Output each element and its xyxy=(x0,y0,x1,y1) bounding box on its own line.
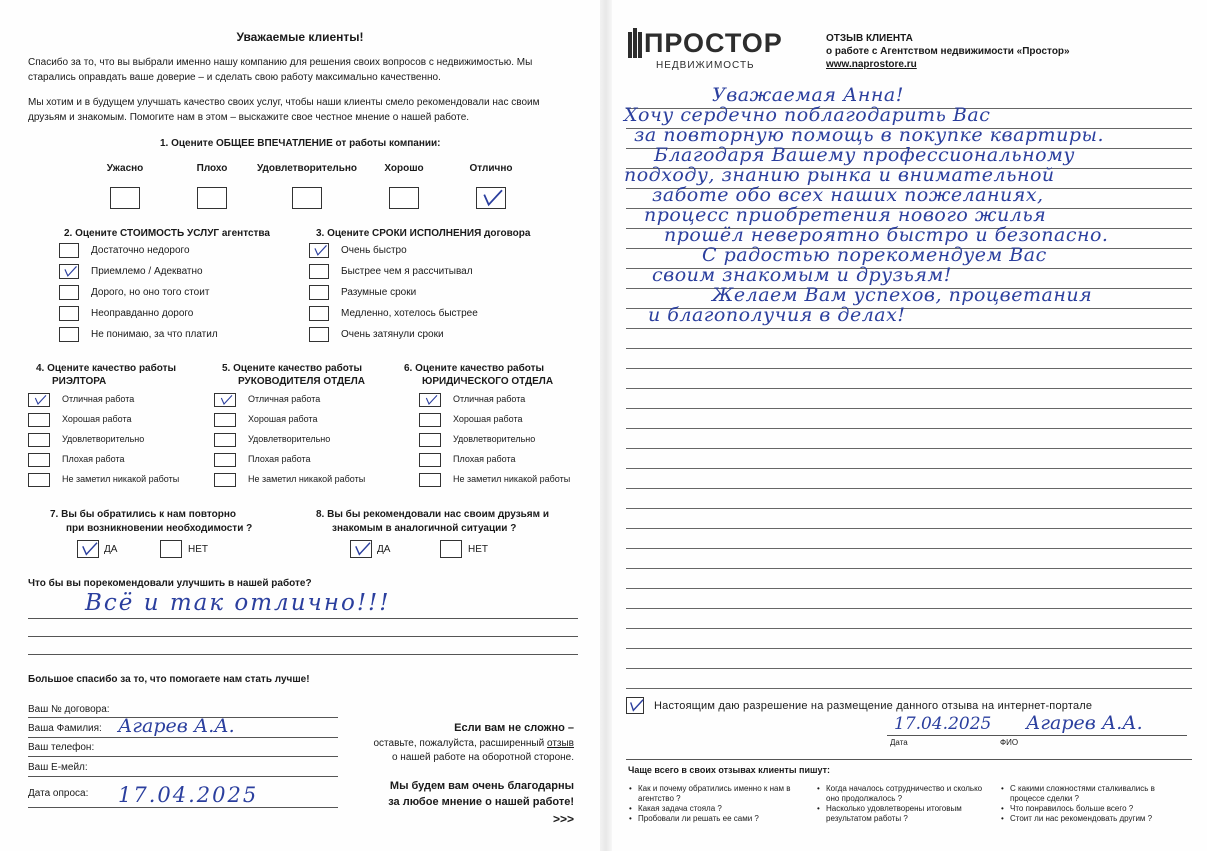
q4-option-label: Удовлетворительно xyxy=(62,434,145,444)
q2-option-checkbox[interactable] xyxy=(59,285,79,300)
q1-option-checkbox[interactable] xyxy=(389,187,419,209)
check-mark-icon xyxy=(352,541,372,557)
intro-paragraph-2: Мы хотим и в будущем улучшать качество своих услуг, чтобы наши клиенты смело рекомендовали нас своим друзьям и знакомым. Помогите нам в этом – выскажите свое честное мнение о нашей работе. xyxy=(28,97,540,123)
q5-option-checkbox[interactable] xyxy=(214,453,236,467)
q4-option-label: Плохая работа xyxy=(62,454,125,464)
phone-label: Ваш телефон: xyxy=(28,742,95,753)
review-handwritten-line[interactable]: и благополучия в делах! xyxy=(648,304,906,326)
q6-title-line2: ЮРИДИЧЕСКОГО ОТДЕЛА xyxy=(422,376,554,387)
survey-page xyxy=(0,0,600,851)
review-handwritten-line[interactable]: заботе обо всех наших пожеланиях, xyxy=(652,184,1044,206)
cta-line-2-text: оставьте, пожалуйста, расширенный xyxy=(373,738,547,749)
cta-grateful-1: Мы будем вам очень благодарны xyxy=(389,780,574,792)
q4-option-checkbox[interactable] xyxy=(28,473,50,487)
q6-option-label: Удовлетворительно xyxy=(453,434,536,444)
fio-caption: ФИО xyxy=(1000,738,1019,747)
q2-option-label: Не понимаю, за что платил xyxy=(91,328,218,340)
q4-option-checkbox[interactable] xyxy=(28,453,50,467)
check-mark-icon xyxy=(628,698,644,713)
q1-option-checkbox[interactable] xyxy=(292,187,322,209)
q1-option-checkbox[interactable] xyxy=(476,187,506,209)
q4-option-label: Отличная работа xyxy=(62,394,135,404)
review-handwritten-line[interactable]: Хочу сердечно поблагодарить Вас xyxy=(624,104,991,126)
q1-option-label: Отлично xyxy=(469,163,513,174)
review-handwritten-line[interactable]: Уважаемая Анна! xyxy=(712,84,904,106)
signature-line xyxy=(887,735,1187,736)
divider xyxy=(626,759,1192,760)
survey-title: Уважаемые клиенты! xyxy=(236,30,364,44)
list-item: • Насколько удовлетворены итоговым результатом работы ? xyxy=(826,804,996,824)
check-mark-icon xyxy=(61,265,79,278)
website-link[interactable]: www.naprostore.ru xyxy=(826,59,917,70)
q5-title-line2: РУКОВОДИТЕЛЯ ОТДЕЛА xyxy=(238,376,366,387)
q6-option-checkbox[interactable] xyxy=(419,393,441,407)
q1-option-label: Удовлетворительно xyxy=(256,163,358,174)
ruled-line xyxy=(626,428,1192,429)
q3-title: 3. Оцените СРОКИ ИСПОЛНЕНИЯ договора xyxy=(316,228,531,239)
list-item: • Что понравилось больше всего ? xyxy=(1010,804,1190,814)
q7-title xyxy=(50,508,252,536)
q3-option-checkbox[interactable] xyxy=(309,327,329,342)
q6-title-line1: 6. Оцените качество работы xyxy=(404,363,545,374)
email-field[interactable] xyxy=(28,776,338,777)
intro-paragraph-1: Спасибо за то, что вы выбрали именно нашу компанию для решения своих вопросов с недвижимостью. Мы старались оправдать ваше доверие – и сделать свою работу максимально качественно. xyxy=(28,57,533,83)
check-mark-icon xyxy=(79,541,99,557)
review-handwritten-line[interactable]: Желаем Вам успехов, процветания xyxy=(712,284,1093,306)
q2-title: 2. Оцените СТОИМОСТЬ УСЛУГ агентства xyxy=(64,228,270,239)
q5-option-label: Удовлетворительно xyxy=(248,434,331,444)
answer-line xyxy=(28,618,578,619)
q5-option-checkbox[interactable] xyxy=(214,473,236,487)
often-column-3 xyxy=(1010,784,1190,824)
q8-title-line1: 8. Вы бы рекомендовали нас своим друзьям и xyxy=(316,509,549,520)
check-mark-icon xyxy=(478,188,506,208)
q5-option-label: Не заметил никакой работы xyxy=(248,474,366,484)
q5-option-label: Плохая работа xyxy=(248,454,311,464)
q8-no-label: НЕТ xyxy=(468,544,488,555)
ruled-line xyxy=(626,628,1192,629)
q4-option-checkbox[interactable] xyxy=(28,433,50,447)
ruled-line xyxy=(626,508,1192,509)
q6-option-checkbox[interactable] xyxy=(419,473,441,487)
phone-field[interactable] xyxy=(28,756,338,757)
q3-option-checkbox[interactable] xyxy=(309,243,329,258)
check-mark-icon xyxy=(311,244,329,257)
q6-option-label: Отличная работа xyxy=(453,394,526,404)
review-handwritten-line[interactable]: прошёл невероятно быстро и безопасно. xyxy=(664,224,1109,246)
check-mark-icon xyxy=(421,394,441,406)
list-item: • Стоит ли нас рекомендовать другим ? xyxy=(1010,814,1190,824)
review-handwritten-line[interactable]: за повторную помощь в покупке квартиры. xyxy=(634,124,1104,146)
ruled-line xyxy=(626,668,1192,669)
list-item: • Пробовали ли решать ее сами ? xyxy=(638,814,798,824)
next-page-arrows[interactable]: >>> xyxy=(552,812,574,826)
ruled-line xyxy=(626,488,1192,489)
q2-option-label: Неоправданно дорого xyxy=(91,307,194,319)
review-handwritten-line[interactable]: процесс приобретения нового жилья xyxy=(644,204,1047,226)
review-header-title: ОТЗЫВ КЛИЕНТА xyxy=(826,33,913,44)
ruled-line xyxy=(626,328,1192,329)
q4-option-checkbox[interactable] xyxy=(28,413,50,427)
date-caption: Дата xyxy=(890,738,908,747)
thanks-text: Большое спасибо за то, что помогаете нам стать лучше! xyxy=(28,674,310,685)
answer-line xyxy=(28,636,578,637)
ruled-line xyxy=(626,608,1192,609)
q2-option-label: Достаточно недорого xyxy=(91,244,190,256)
q8-yes-label: ДА xyxy=(377,544,391,555)
surname-field[interactable] xyxy=(28,737,338,738)
review-handwritten-line[interactable]: Благодаря Вашему профессиональному xyxy=(654,144,1075,166)
surname-value[interactable]: Агарев А.А. xyxy=(118,715,235,737)
signature-date[interactable]: 17.04.2025 xyxy=(894,714,992,734)
q5-option-label: Отличная работа xyxy=(248,394,321,404)
q3-option-checkbox[interactable] xyxy=(309,285,329,300)
q2-option-checkbox[interactable] xyxy=(59,306,79,321)
q2-option-checkbox[interactable] xyxy=(59,264,79,279)
review-page xyxy=(612,0,1207,851)
q8-yes-checkbox[interactable] xyxy=(350,540,372,558)
cta-line-2 xyxy=(373,738,574,749)
q7-yes-label: ДА xyxy=(104,544,118,555)
q1-option-checkbox[interactable] xyxy=(110,187,140,209)
logo-sub-text: НЕДВИЖИМОСТЬ xyxy=(656,60,755,71)
email-label: Ваш E-мейл: xyxy=(28,762,88,773)
q7-title-line2: при возникновении необходимости ? xyxy=(66,523,253,534)
q2-option-checkbox[interactable] xyxy=(59,327,79,342)
signature-name[interactable]: Агарев А.А. xyxy=(1026,712,1143,734)
q2-option-label: Приемлемо / Адекватно xyxy=(91,265,203,277)
surname-label: Ваша Фамилия: xyxy=(28,723,102,734)
list-item: • С какими сложностями сталкивались в процессе сделки ? xyxy=(1010,784,1190,804)
q6-option-label: Не заметил никакой работы xyxy=(453,474,571,484)
q1-title: 1. Оцените ОБЩЕЕ ВПЕЧАТЛЕНИЕ от работы компании: xyxy=(160,138,441,149)
date-field[interactable] xyxy=(28,807,338,808)
ruled-line xyxy=(626,548,1192,549)
cta-line-3: о нашей работе на оборотной стороне. xyxy=(391,752,574,763)
q8-title-line2: знакомым в аналогичной ситуации ? xyxy=(332,523,517,534)
ruled-line xyxy=(626,528,1192,529)
ruled-line xyxy=(626,408,1192,409)
q3-option-checkbox[interactable] xyxy=(309,306,329,321)
q6-option-label: Хорошая работа xyxy=(453,414,523,424)
q5-title-line1: 5. Оцените качество работы xyxy=(222,363,363,374)
q6-option-checkbox[interactable] xyxy=(419,453,441,467)
q7-no-label: НЕТ xyxy=(188,544,208,555)
q7-no-checkbox[interactable] xyxy=(160,540,182,558)
q3-option-label: Разумные сроки xyxy=(341,286,417,298)
review-header-subtitle: о работе с Агентством недвижимости «Простор» xyxy=(826,46,1070,57)
logo-main-text: ПРОСТОР xyxy=(644,28,783,58)
ruled-line xyxy=(626,588,1192,589)
ruled-line xyxy=(626,368,1192,369)
permission-text: Настоящим даю разрешение на размещение данного отзыва на интернет-портале xyxy=(654,700,1093,712)
check-mark-icon xyxy=(216,394,236,406)
list-item: • Какая задача стояла ? xyxy=(638,804,798,814)
q4-option-checkbox[interactable] xyxy=(28,393,50,407)
cta-bold: Если вам не сложно – xyxy=(454,722,574,734)
page-fold xyxy=(600,0,612,851)
q1-option-label: Хорошо xyxy=(384,163,424,174)
q6-option-checkbox[interactable] xyxy=(419,433,441,447)
q5-option-label: Хорошая работа xyxy=(248,414,318,424)
improve-question: Что бы вы порекомендовали улучшить в нашей работе? xyxy=(28,578,312,589)
q5-option-checkbox[interactable] xyxy=(214,393,236,407)
review-handwritten-line[interactable]: подходу, знанию рынка и внимательной xyxy=(624,164,1055,186)
check-mark-icon xyxy=(30,394,50,406)
q3-option-checkbox[interactable] xyxy=(309,264,329,279)
list-item: • Когда началось сотрудничество и сколько оно продолжалось ? xyxy=(826,784,996,804)
q5-option-checkbox[interactable] xyxy=(214,413,236,427)
review-handwritten-line[interactable]: своим знакомым и друзьям! xyxy=(652,264,952,286)
q5-title xyxy=(222,362,365,388)
ruled-line xyxy=(626,448,1192,449)
ruled-line xyxy=(626,388,1192,389)
cta-grateful-2: за любое мнение о нашей работе! xyxy=(388,796,574,808)
ruled-line xyxy=(626,468,1192,469)
review-handwritten-line[interactable]: С радостью порекомендуем Вас xyxy=(702,244,1047,266)
q4-title-line2: РИЭЛТОРА xyxy=(52,376,107,387)
date-value[interactable]: 17.04.2025 xyxy=(118,783,259,807)
q3-option-label: Медленно, хотелось быстрее xyxy=(341,307,478,319)
permission-checkbox[interactable] xyxy=(626,697,644,714)
list-item: • Как и почему обратились именно к нам в агентство ? xyxy=(638,784,798,804)
q1-option-checkbox[interactable] xyxy=(197,187,227,209)
q1-option-label: Плохо xyxy=(196,163,228,174)
date-label: Дата опроса: xyxy=(28,788,89,799)
q3-option-label: Быстрее чем я рассчитывал xyxy=(341,265,473,277)
q1-option-label: Ужасно xyxy=(106,163,144,174)
often-title: Чаще всего в своих отзывах клиенты пишут: xyxy=(628,765,831,775)
q4-title xyxy=(36,362,176,388)
q7-yes-checkbox[interactable] xyxy=(77,540,99,558)
often-column-1 xyxy=(638,784,798,824)
q3-option-label: Очень быстро xyxy=(341,244,407,256)
q8-title xyxy=(316,508,549,536)
q4-option-label: Не заметил никакой работы xyxy=(62,474,180,484)
logo-mark-icon xyxy=(628,28,642,62)
q5-option-checkbox[interactable] xyxy=(214,433,236,447)
q6-option-label: Плохая работа xyxy=(453,454,516,464)
review-link[interactable]: отзыв xyxy=(546,738,574,749)
often-column-2 xyxy=(826,784,996,824)
q4-title-line1: 4. Оцените качество работы xyxy=(36,363,177,374)
ruled-line xyxy=(626,348,1192,349)
q6-option-checkbox[interactable] xyxy=(419,413,441,427)
q7-title-line1: 7. Вы бы обратились к нам повторно xyxy=(50,509,236,520)
q2-option-label: Дорого, но оно того стоит xyxy=(91,286,210,298)
improve-answer[interactable]: Всё и так отлично!!! xyxy=(85,590,391,616)
q4-option-label: Хорошая работа xyxy=(62,414,132,424)
q3-option-label: Очень затянули сроки xyxy=(341,328,444,340)
ruled-line xyxy=(626,688,1192,689)
ruled-line xyxy=(626,648,1192,649)
answer-line xyxy=(28,654,578,655)
contract-label: Ваш № договора: xyxy=(28,704,110,715)
q6-title xyxy=(404,362,553,388)
ruled-line xyxy=(626,568,1192,569)
q8-no-checkbox[interactable] xyxy=(440,540,462,558)
q2-option-checkbox[interactable] xyxy=(59,243,79,258)
